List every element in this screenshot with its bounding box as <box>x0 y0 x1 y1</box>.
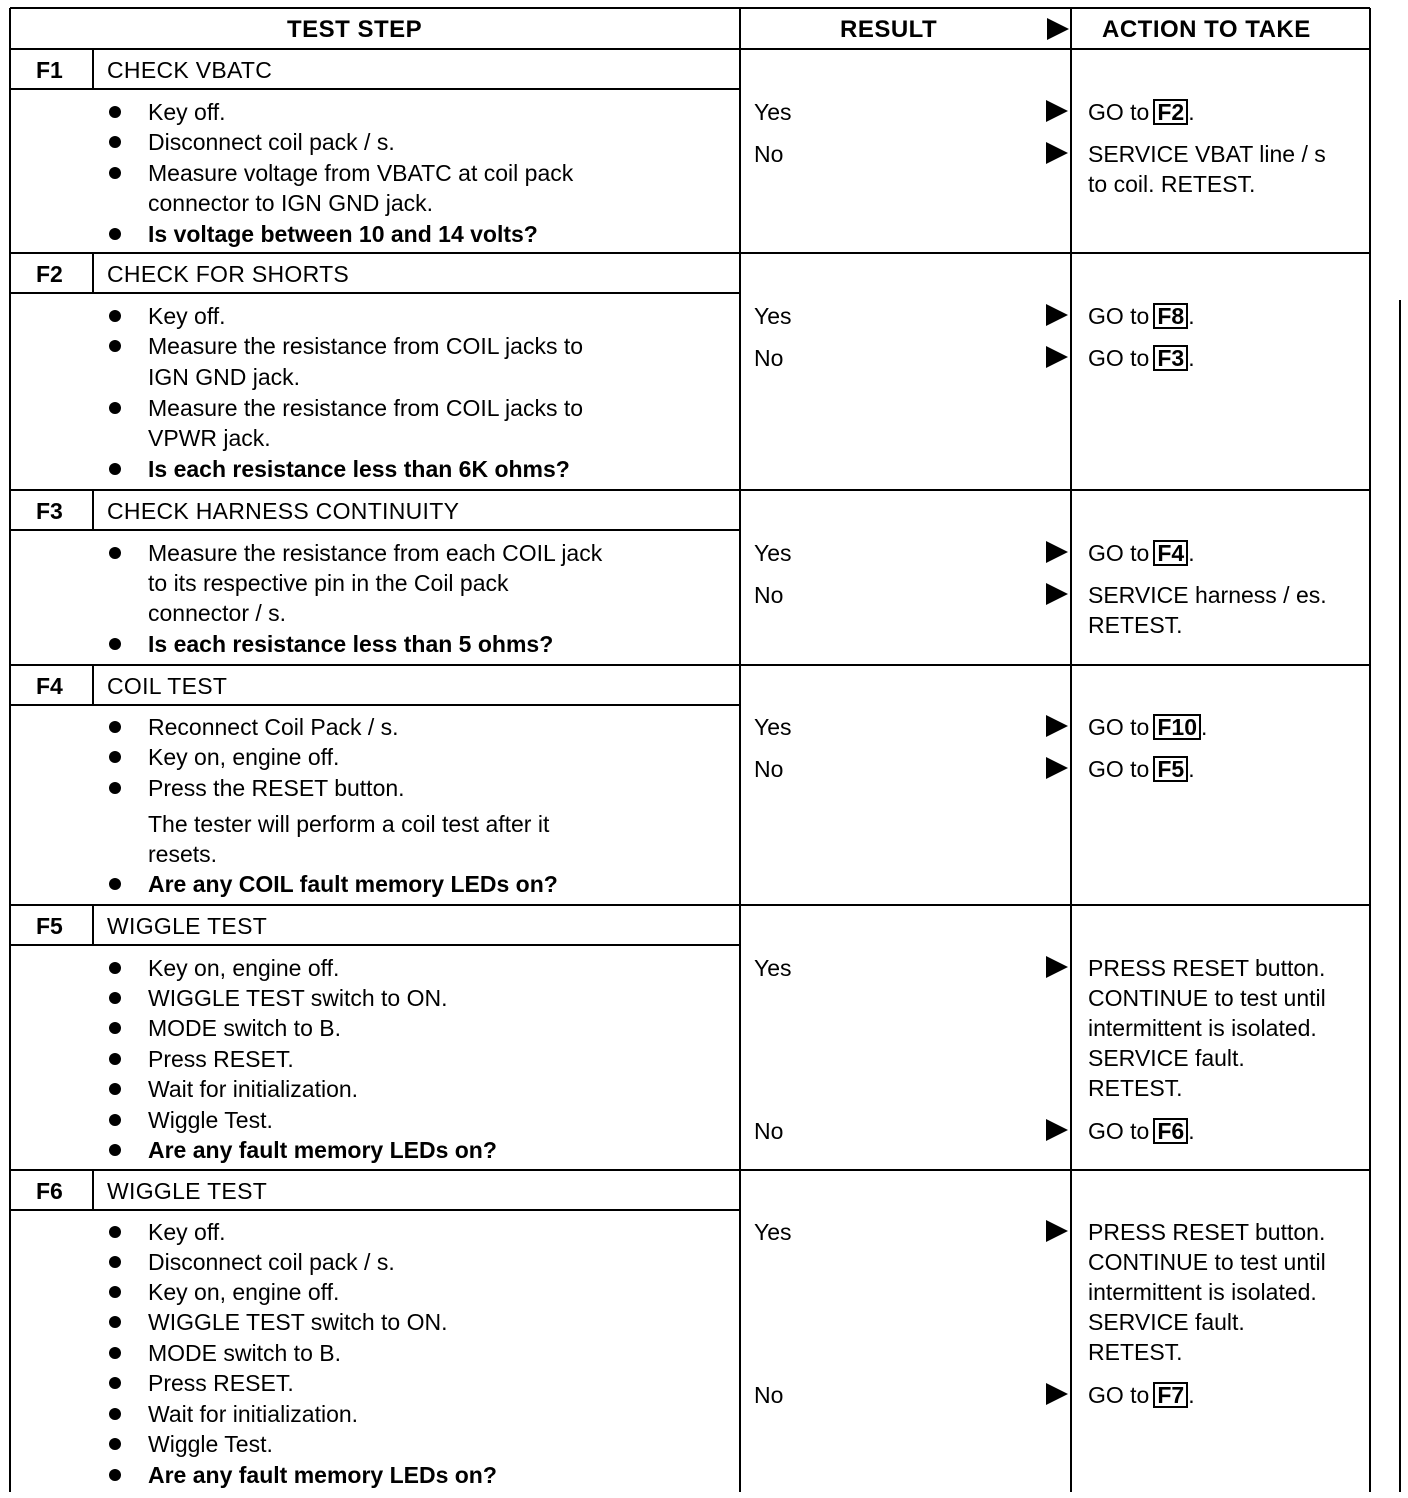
bullet-icon <box>109 1083 121 1095</box>
bullet-icon <box>109 1377 121 1389</box>
test-step-text: Measure the resistance from each COIL jack <box>148 540 603 566</box>
result-label: No <box>754 1118 784 1144</box>
action-text: GO to F3 . <box>1088 345 1195 371</box>
reference-period: . <box>1188 540 1195 566</box>
test-step-text: Are any COIL fault memory LEDs on? <box>148 871 558 897</box>
test-step-text: Press RESET. <box>148 1046 294 1072</box>
bullet-icon <box>109 1469 121 1481</box>
reference-period: . <box>1188 1382 1195 1408</box>
step-id: F3 <box>36 498 63 524</box>
test-step-text: Key off. <box>148 1219 226 1245</box>
action-text: GO to F2 . <box>1088 99 1195 125</box>
action-text: RETEST. <box>1088 1075 1183 1101</box>
test-step-text: Key on, engine off. <box>148 744 340 770</box>
test-step-text: to its respective pin in the Coil pack <box>148 570 509 596</box>
result-label: No <box>754 756 784 782</box>
test-step-text: Press the RESET button. <box>148 775 405 801</box>
test-step-text: Key off. <box>148 99 226 125</box>
bullet-icon <box>109 751 121 763</box>
action-text: SERVICE fault. <box>1088 1045 1245 1071</box>
bullet-icon <box>109 878 121 890</box>
result-label: No <box>754 345 784 371</box>
test-step-text: The tester will perform a coil test after it <box>148 811 550 837</box>
step-reference-link[interactable]: F10 <box>1153 714 1201 740</box>
step-id: F6 <box>36 1178 63 1204</box>
test-step-text: IGN GND jack. <box>148 364 301 390</box>
test-step-text: Disconnect coil pack / s. <box>148 129 395 155</box>
action-text: intermittent is isolated. <box>1088 1015 1317 1041</box>
test-step-text: Wiggle Test. <box>148 1107 273 1133</box>
bullet-icon <box>109 106 121 118</box>
result-arrow-icon <box>1046 100 1068 122</box>
result-label: Yes <box>754 714 792 740</box>
step-title: CHECK FOR SHORTS <box>107 261 350 287</box>
test-step-text: Key on, engine off. <box>148 955 340 981</box>
action-text: intermittent is isolated. <box>1088 1279 1317 1305</box>
test-step-text: Is each resistance less than 5 ohms? <box>148 631 554 657</box>
result-label: Yes <box>754 955 792 981</box>
test-step-text: Measure voltage from VBATC at coil pack <box>148 160 574 186</box>
result-label: Yes <box>754 1219 792 1245</box>
test-step-text: connector / s. <box>148 600 287 626</box>
result-arrow-icon <box>1046 142 1068 164</box>
result-label: Yes <box>754 540 792 566</box>
bullet-icon <box>109 547 121 559</box>
test-step-text: Measure the resistance from COIL jacks to <box>148 333 584 359</box>
bullet-icon <box>109 1022 121 1034</box>
bullet-icon <box>109 962 121 974</box>
action-text: GO to F7 . <box>1088 1382 1195 1408</box>
step-title: COIL TEST <box>107 673 228 699</box>
bullet-icon <box>109 167 121 179</box>
test-step-text: WIGGLE TEST switch to ON. <box>148 985 448 1011</box>
header-result: RESULT <box>840 16 938 43</box>
bullet-icon <box>109 1286 121 1298</box>
action-text: CONTINUE to test until <box>1088 1249 1326 1275</box>
step-title: CHECK VBATC <box>107 57 273 83</box>
test-step-text: Are any fault memory LEDs on? <box>148 1137 497 1163</box>
action-text: CONTINUE to test until <box>1088 985 1326 1011</box>
step-id: F4 <box>36 673 63 699</box>
header-arrow-icon <box>1047 18 1069 40</box>
result-arrow-icon <box>1046 715 1068 737</box>
bullet-icon <box>109 782 121 794</box>
bullet-icon <box>109 992 121 1004</box>
action-text: SERVICE harness / es. <box>1088 582 1327 608</box>
action-text: SERVICE VBAT line / s <box>1088 141 1326 167</box>
result-label: No <box>754 582 784 608</box>
bullet-icon <box>109 310 121 322</box>
result-arrow-icon <box>1046 346 1068 368</box>
bullet-icon <box>109 136 121 148</box>
action-text: PRESS RESET button. <box>1088 955 1326 981</box>
test-step-text: Press RESET. <box>148 1370 294 1396</box>
result-arrow-icon <box>1046 1383 1068 1405</box>
result-arrow-icon <box>1046 956 1068 978</box>
reference-period: . <box>1188 345 1195 371</box>
step-id: F1 <box>36 57 63 83</box>
step-reference-link[interactable]: F2 <box>1153 99 1188 125</box>
action-text: GO to F6 . <box>1088 1118 1195 1144</box>
test-step-text: resets. <box>148 841 218 867</box>
result-arrow-icon <box>1046 1119 1068 1141</box>
step-reference-link[interactable]: F8 <box>1153 303 1188 329</box>
test-step-text: Is each resistance less than 6K ohms? <box>148 456 570 482</box>
bullet-icon <box>109 340 121 352</box>
step-reference-link[interactable]: F4 <box>1153 540 1188 566</box>
reference-period: . <box>1188 1118 1195 1144</box>
test-step-text: WIGGLE TEST switch to ON. <box>148 1309 448 1335</box>
result-arrow-icon <box>1046 583 1068 605</box>
test-step-text: Wait for initialization. <box>148 1076 359 1102</box>
test-step-text: Wiggle Test. <box>148 1431 273 1457</box>
test-step-text: connector to IGN GND jack. <box>148 190 434 216</box>
result-arrow-icon <box>1046 304 1068 326</box>
bullet-icon <box>109 402 121 414</box>
action-text: PRESS RESET button. <box>1088 1219 1326 1245</box>
result-arrow-icon <box>1046 541 1068 563</box>
test-step-text: Disconnect coil pack / s. <box>148 1249 395 1275</box>
bullet-icon <box>109 1408 121 1420</box>
step-title: WIGGLE TEST <box>107 913 268 939</box>
bullet-icon <box>109 638 121 650</box>
bullet-icon <box>109 1347 121 1359</box>
bullet-icon <box>109 1226 121 1238</box>
test-step-text: MODE switch to B. <box>148 1015 341 1041</box>
bullet-icon <box>109 1256 121 1268</box>
step-reference-link[interactable]: F3 <box>1153 345 1188 371</box>
test-step-text: Wait for initialization. <box>148 1401 359 1427</box>
step-title: WIGGLE TEST <box>107 1178 268 1204</box>
test-step-text: Measure the resistance from COIL jacks to <box>148 395 584 421</box>
result-label: No <box>754 141 784 167</box>
reference-period: . <box>1188 303 1195 329</box>
step-reference-link[interactable]: F7 <box>1153 1382 1188 1408</box>
action-text: RETEST. <box>1088 1339 1183 1365</box>
bullet-icon <box>109 463 121 475</box>
test-step-text: Key off. <box>148 303 226 329</box>
action-text: GO to F4 . <box>1088 540 1195 566</box>
bullet-icon <box>109 1144 121 1156</box>
action-text: RETEST. <box>1088 612 1183 638</box>
test-step-text: Reconnect Coil Pack / s. <box>148 714 399 740</box>
action-text: GO to F10 . <box>1088 714 1208 740</box>
reference-period: . <box>1188 99 1195 125</box>
bullet-icon <box>109 1316 121 1328</box>
action-text: SERVICE fault. <box>1088 1309 1245 1335</box>
step-reference-link[interactable]: F5 <box>1153 756 1188 782</box>
bullet-icon <box>109 1114 121 1126</box>
bullet-icon <box>109 1438 121 1450</box>
bullet-icon <box>109 228 121 240</box>
bullet-icon <box>109 721 121 733</box>
reference-period: . <box>1188 756 1195 782</box>
test-step-text: Is voltage between 10 and 14 volts? <box>148 221 538 247</box>
result-arrow-icon <box>1046 757 1068 779</box>
action-text: to coil. RETEST. <box>1088 171 1256 197</box>
bullet-icon <box>109 1053 121 1065</box>
test-step-text: VPWR jack. <box>148 425 271 451</box>
test-step-text: MODE switch to B. <box>148 1340 341 1366</box>
action-text: GO to F5 . <box>1088 756 1195 782</box>
test-step-text: Key on, engine off. <box>148 1279 340 1305</box>
action-text: GO to F8 . <box>1088 303 1195 329</box>
step-id: F5 <box>36 913 63 939</box>
header-test-step: TEST STEP <box>287 16 423 43</box>
reference-period: . <box>1201 714 1208 740</box>
step-id: F2 <box>36 261 63 287</box>
step-reference-link[interactable]: F6 <box>1153 1118 1188 1144</box>
test-step-text: Are any fault memory LEDs on? <box>148 1462 497 1488</box>
result-label: Yes <box>754 99 792 125</box>
header-action-to-take: ACTION TO TAKE <box>1102 16 1311 43</box>
step-title: CHECK HARNESS CONTINUITY <box>107 498 460 524</box>
result-arrow-icon <box>1046 1220 1068 1242</box>
result-label: Yes <box>754 303 792 329</box>
result-label: No <box>754 1382 784 1408</box>
